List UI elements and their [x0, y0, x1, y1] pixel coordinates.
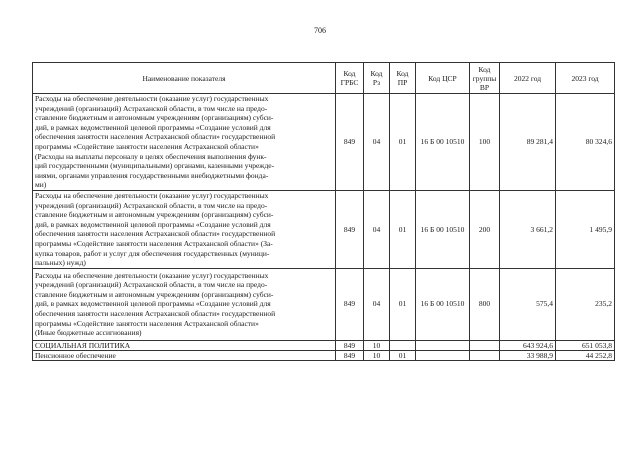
row-rz: 10 [364, 340, 390, 350]
row-2023: 235,2 [556, 268, 615, 340]
row-pr: 01 [390, 94, 416, 191]
row-2022: 89 281,4 [500, 94, 556, 191]
row-csr: 16 Б 00 10510 [416, 268, 470, 340]
row-2023: 651 053,8 [556, 340, 615, 350]
row-name: Расходы на обеспечение деятельности (оказание услуг) государственных учреждений (организаций) Астраханской области, в том числе на предо- ставление бюджетным и автономным учреждениям (организациям) субси- дий, в рамках ведомственной целевой программы «Создание условий для обеспечения занятости населения Астраханской области» государственной программы «Содействие занятости населения Астраханской области» (Иные бюджетные ассигнования) [33, 268, 336, 340]
row-grbs: 849 [336, 94, 364, 191]
table-row [33, 350, 615, 360]
row-pr: 01 [390, 190, 416, 268]
budget-table [32, 62, 615, 361]
row-grbs: 849 [336, 350, 364, 360]
col-header-grbs: Код ГРБС [336, 63, 364, 94]
row-csr: 16 Б 00 10510 [416, 94, 470, 191]
row-grbs: 849 [336, 340, 364, 350]
col-header-vr: Код группы ВР [470, 63, 500, 94]
row-vr [470, 340, 500, 350]
table-row [33, 190, 615, 268]
row-pr: 01 [390, 350, 416, 360]
row-rz: 10 [364, 350, 390, 360]
row-csr: 16 Б 00 10510 [416, 190, 470, 268]
row-2022: 3 661,2 [500, 190, 556, 268]
col-header-2022: 2022 год [500, 63, 556, 94]
row-name: СОЦИАЛЬНАЯ ПОЛИТИКА [33, 340, 336, 350]
row-csr [416, 350, 470, 360]
table-row [33, 268, 615, 340]
row-rz: 04 [364, 268, 390, 340]
row-2022: 575,4 [500, 268, 556, 340]
row-name: Расходы на обеспечение деятельности (оказание услуг) государственных учреждений (организаций) Астраханской области, в том числе на предо- ставление бюджетным и автономным учреждениям (организациям) субси- дий, в рамках ведомственной целевой программы «Создание условий для обеспечения занятости населения Астраханской области» государственной программы «Содействие занятости населения Астраханской области» (За- купка товаров, работ и услуг для обеспечения государственных (муници- пальных) нужд) [33, 190, 336, 268]
row-pr [390, 340, 416, 350]
row-2022: 643 924,6 [500, 340, 556, 350]
col-header-2023: 2023 год [556, 63, 615, 94]
page-number: 706 [314, 26, 326, 35]
row-2023: 44 252,8 [556, 350, 615, 360]
row-vr: 200 [470, 190, 500, 268]
table-row [33, 94, 615, 191]
col-header-name: Наименование показателя [33, 63, 336, 94]
col-header-pr: Код ПР [390, 63, 416, 94]
row-vr [470, 350, 500, 360]
row-rz: 04 [364, 94, 390, 191]
row-2023: 1 495,9 [556, 190, 615, 268]
row-2023: 80 324,6 [556, 94, 615, 191]
row-vr: 100 [470, 94, 500, 191]
row-grbs: 849 [336, 190, 364, 268]
row-pr: 01 [390, 268, 416, 340]
header-row [33, 63, 615, 94]
row-grbs: 849 [336, 268, 364, 340]
row-vr: 800 [470, 268, 500, 340]
col-header-rz: Код Рз [364, 63, 390, 94]
row-2022: 33 988,9 [500, 350, 556, 360]
row-csr [416, 340, 470, 350]
col-header-csr: Код ЦСР [416, 63, 470, 94]
row-name: Расходы на обеспечение деятельности (оказание услуг) государственных учреждений (организаций) Астраханской области, в том числе на предо- ставление бюджетным и автономным учреждениям (организациям) субси- дий, в рамках ведомственной целевой программы «Создание условий для обеспечения занятости населения Астраханской области» государственной программы «Содействие занятости населения Астраханской области» (Расходы на выплаты персоналу в целях обеспечения выполнения функ- ций государственными (муниципальными) органами, казенными учрежде- ниями, органами управления государственными внебюджетными фонда- ми) [33, 94, 336, 191]
row-name: Пенсионное обеспечение [33, 350, 336, 360]
table-row [33, 340, 615, 350]
row-rz: 04 [364, 190, 390, 268]
